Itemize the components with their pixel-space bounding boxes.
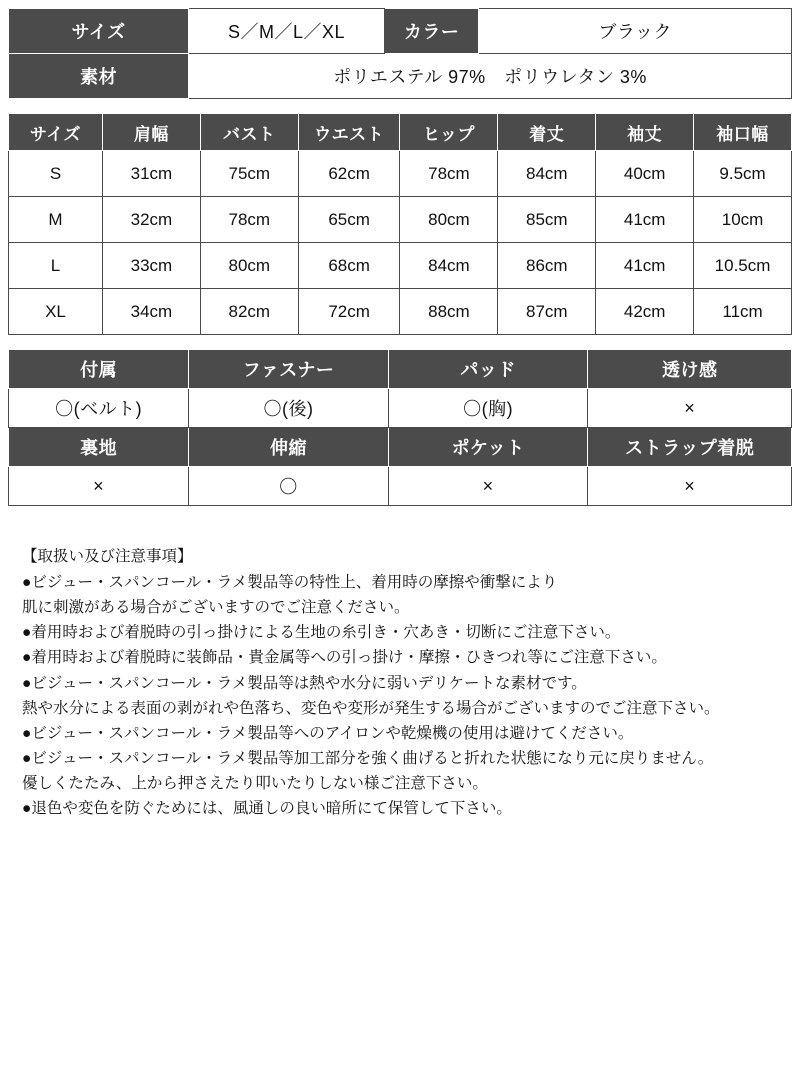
size-col-sleeve: 袖丈 xyxy=(596,114,694,151)
feature-value-zipper: 〇(後) xyxy=(189,389,389,428)
size-col-length: 着丈 xyxy=(498,114,596,151)
cell-sleeve: 42cm xyxy=(596,289,694,335)
table-row xyxy=(9,54,792,99)
feature-value-pad: 〇(胸) xyxy=(388,389,588,428)
cell-cuff: 11cm xyxy=(694,289,792,335)
table-row xyxy=(9,243,792,289)
feature-label-strap-detach: ストラップ着脱 xyxy=(588,428,792,467)
cell-waist: 72cm xyxy=(298,289,400,335)
cell-length: 86cm xyxy=(498,243,596,289)
cell-cuff: 10cm xyxy=(694,197,792,243)
care-note-line: ●退色や変色を防ぐためには、風通しの良い暗所にて保管して下さい。 xyxy=(22,800,512,818)
cell-bust: 78cm xyxy=(200,197,298,243)
care-note-line: ●ビジュー・スパンコール・ラメ製品等の特性上、着用時の摩擦や衝撃により xyxy=(22,574,558,592)
care-note-line: ●ビジュー・スパンコール・ラメ製品等加工部分を強く曲げると折れた状態になり元に戻りません。 xyxy=(22,749,714,767)
care-notes-title: 【取扱い及び注意事項】 xyxy=(22,548,193,565)
cell-sleeve: 40cm xyxy=(596,151,694,197)
spec-label-material: 素材 xyxy=(9,54,189,99)
spec-value-material: ポリエステル 97% ポリウレタン 3% xyxy=(189,54,792,99)
cell-length: 84cm xyxy=(498,151,596,197)
cell-length: 87cm xyxy=(498,289,596,335)
cell-hip: 84cm xyxy=(400,243,498,289)
feature-value-pocket: × xyxy=(388,467,588,506)
cell-shoulder: 32cm xyxy=(102,197,200,243)
feature-label-pad: パッド xyxy=(388,350,588,389)
table-row xyxy=(9,197,792,243)
cell-size: L xyxy=(9,243,103,289)
size-col-bust: バスト xyxy=(200,114,298,151)
spec-value-size: S／M／L／XL xyxy=(189,9,385,54)
cell-shoulder: 34cm xyxy=(102,289,200,335)
spec-summary-body xyxy=(9,9,792,99)
care-note-line: ●ビジュー・スパンコール・ラメ製品等へのアイロンや乾燥機の使用は避けてください。 xyxy=(22,724,634,742)
cell-bust: 80cm xyxy=(200,243,298,289)
cell-bust: 82cm xyxy=(200,289,298,335)
cell-hip: 88cm xyxy=(400,289,498,335)
spec-summary-table xyxy=(8,8,792,99)
feature-value-accessory: 〇(ベルト) xyxy=(9,389,189,428)
cell-shoulder: 33cm xyxy=(102,243,200,289)
care-note-line: 優しくたたみ、上から押さえたり叩いたりしない様ご注意下さい。 xyxy=(22,774,488,792)
care-notes xyxy=(8,544,792,821)
table-row xyxy=(9,428,792,467)
size-table-body xyxy=(9,151,792,335)
table-row xyxy=(9,114,792,151)
cell-waist: 62cm xyxy=(298,151,400,197)
size-col-shoulder: 肩幅 xyxy=(102,114,200,151)
spec-label-color: カラー xyxy=(384,9,478,54)
spec-value-color: ブラック xyxy=(479,9,792,54)
table-row xyxy=(9,151,792,197)
cell-hip: 80cm xyxy=(400,197,498,243)
care-note-line: 熱や水分による表面の剥がれや色落ち、変色や変形が発生する場合がございますのでご注意下さい。 xyxy=(22,699,720,717)
size-table-head xyxy=(9,114,792,151)
feature-label-accessory: 付属 xyxy=(9,350,189,389)
spec-label-size: サイズ xyxy=(9,9,189,54)
cell-sleeve: 41cm xyxy=(596,197,694,243)
table-row xyxy=(9,350,792,389)
care-note-line: ●ビジュー・スパンコール・ラメ製品等は熱や水分に弱いデリケートな素材です。 xyxy=(22,674,587,692)
feature-value-strap-detach: × xyxy=(588,467,792,506)
table-row xyxy=(9,467,792,506)
cell-sleeve: 41cm xyxy=(596,243,694,289)
feature-label-pocket: ポケット xyxy=(388,428,588,467)
feature-table-body xyxy=(9,350,792,506)
cell-length: 85cm xyxy=(498,197,596,243)
cell-size: XL xyxy=(9,289,103,335)
size-measurement-table xyxy=(8,113,792,335)
cell-hip: 78cm xyxy=(400,151,498,197)
care-note-line: ●着用時および着脱時の引っ掛けによる生地の糸引き・穴あき・切断にご注意下さい。 xyxy=(22,624,621,642)
cell-bust: 75cm xyxy=(200,151,298,197)
cell-cuff: 10.5cm xyxy=(694,243,792,289)
feature-label-zipper: ファスナー xyxy=(189,350,389,389)
feature-value-sheerness: × xyxy=(588,389,792,428)
feature-label-sheerness: 透け感 xyxy=(588,350,792,389)
feature-table xyxy=(8,349,792,506)
size-col-cuff: 袖口幅 xyxy=(694,114,792,151)
size-col-waist: ウエスト xyxy=(298,114,400,151)
cell-waist: 68cm xyxy=(298,243,400,289)
feature-label-stretch: 伸縮 xyxy=(189,428,389,467)
size-col-hip: ヒップ xyxy=(400,114,498,151)
table-row xyxy=(9,289,792,335)
table-row xyxy=(9,9,792,54)
feature-value-stretch: 〇 xyxy=(189,467,389,506)
cell-waist: 65cm xyxy=(298,197,400,243)
care-note-line: 肌に刺激がある場合がございますのでご注意ください。 xyxy=(22,599,410,617)
cell-shoulder: 31cm xyxy=(102,151,200,197)
table-row xyxy=(9,389,792,428)
feature-label-lining: 裏地 xyxy=(9,428,189,467)
size-col-size: サイズ xyxy=(9,114,103,151)
care-note-line: ●着用時および着脱時に装飾品・貴金属等への引っ掛け・摩擦・ひきつれ等にご注意下さい。 xyxy=(22,649,667,667)
cell-size: S xyxy=(9,151,103,197)
feature-value-lining: × xyxy=(9,467,189,506)
cell-cuff: 9.5cm xyxy=(694,151,792,197)
cell-size: M xyxy=(9,197,103,243)
